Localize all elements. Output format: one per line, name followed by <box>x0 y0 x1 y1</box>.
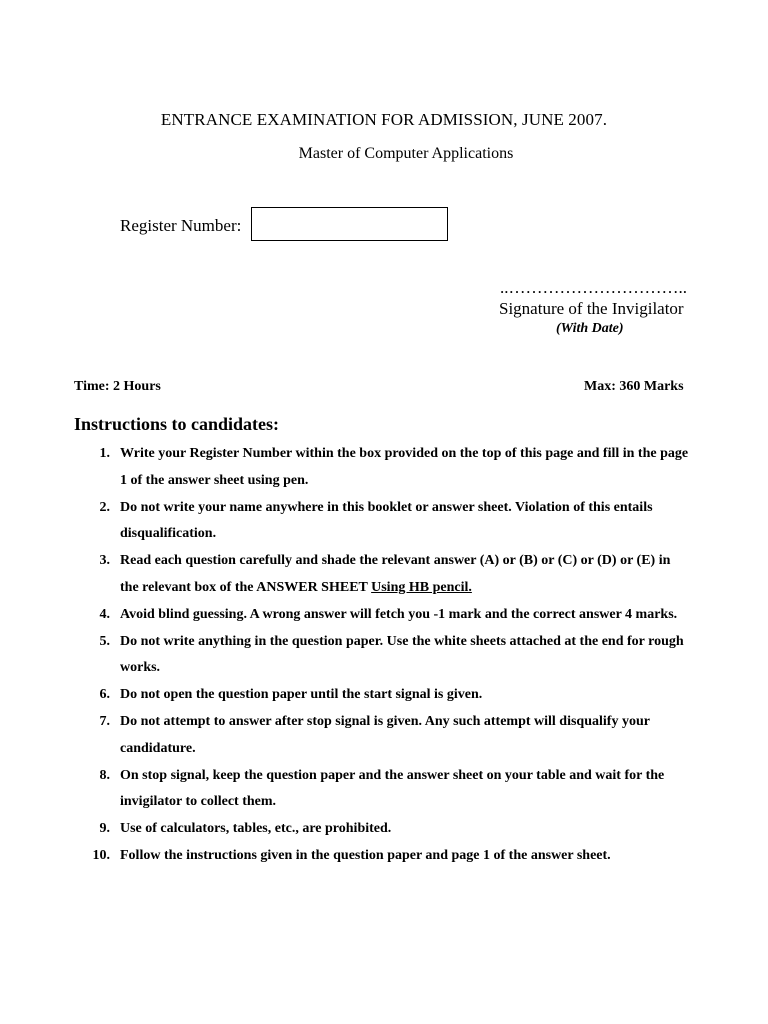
instruction-text: Do not write your name anywhere in this booklet or answer sheet. Violation of this entails disqualification. <box>120 499 653 542</box>
instruction-item <box>0 629 690 683</box>
program-title: Master of Computer Applications <box>298 145 514 162</box>
instruction-list <box>0 441 690 870</box>
instruction-number: 1. <box>99 446 110 461</box>
instruction-text: On stop signal, keep the question paper and the answer sheet on your table and wait for the invigilator to collect them. <box>120 767 665 810</box>
max-marks: Max: 360 Marks <box>584 379 684 394</box>
instruction-number: 5. <box>99 633 110 649</box>
register-number-box[interactable] <box>251 207 448 241</box>
instruction-text: Use of calculators, tables, etc., are prohibited. <box>120 821 392 837</box>
instruction-text: Avoid blind guessing. A wrong answer will fetch you -1 mark and the correct answer 4 marks. <box>120 606 678 622</box>
instruction-item <box>0 548 690 602</box>
instruction-item <box>0 495 690 549</box>
exam-duration: Time: 2 Hours <box>74 379 161 394</box>
instruction-text: Do not write anything in the question paper. Use the white sheets attached at the end for rough works. <box>120 633 684 676</box>
instruction-number: 9. <box>99 821 110 837</box>
instruction-number: 10. <box>92 847 110 863</box>
instruction-item <box>0 763 690 817</box>
instruction-text: Write your Register Number within the box provided on the top of this page and fill in the page 1 of the answer sheet using pen. <box>120 446 689 488</box>
invigilator-signature-label: Signature of the Invigilator <box>499 299 684 318</box>
instruction-number: 3. <box>99 553 110 569</box>
instructions-heading: Instructions to candidates: <box>74 414 280 434</box>
instruction-number: 8. <box>99 767 110 783</box>
instruction-item <box>0 602 690 629</box>
instruction-text: Do not open the question paper until the start signal is given. <box>120 687 483 703</box>
instruction-number: 6. <box>99 687 110 703</box>
instruction-item <box>0 816 690 843</box>
instruction-item <box>0 709 690 763</box>
instruction-number: 2. <box>99 499 110 515</box>
exam-title: ENTRANCE EXAMINATION FOR ADMISSION, JUNE 2007. <box>160 110 608 129</box>
instruction-item <box>0 441 690 495</box>
signature-date-note: (With Date) <box>556 321 624 336</box>
instruction-number: 4. <box>99 606 110 622</box>
instruction-text: Do not attempt to answer after stop signal is given. Any such attempt will disqualify your candidature. <box>120 713 650 756</box>
instruction-emphasis: Using HB pencil. <box>371 579 472 595</box>
instruction-item <box>0 843 690 870</box>
signature-line: ..………………………….. <box>500 278 687 297</box>
instruction-text: Read each question carefully and shade the relevant answer (A) or (B) or (C) or (D) or (E) in the relevant box of the ANSWER SHEET <box>120 553 671 595</box>
instruction-number: 7. <box>99 713 110 729</box>
instruction-item <box>0 682 690 709</box>
register-number-label: Register Number: <box>120 216 242 235</box>
instruction-text: Follow the instructions given in the question paper and page 1 of the answer sheet. <box>120 847 611 863</box>
